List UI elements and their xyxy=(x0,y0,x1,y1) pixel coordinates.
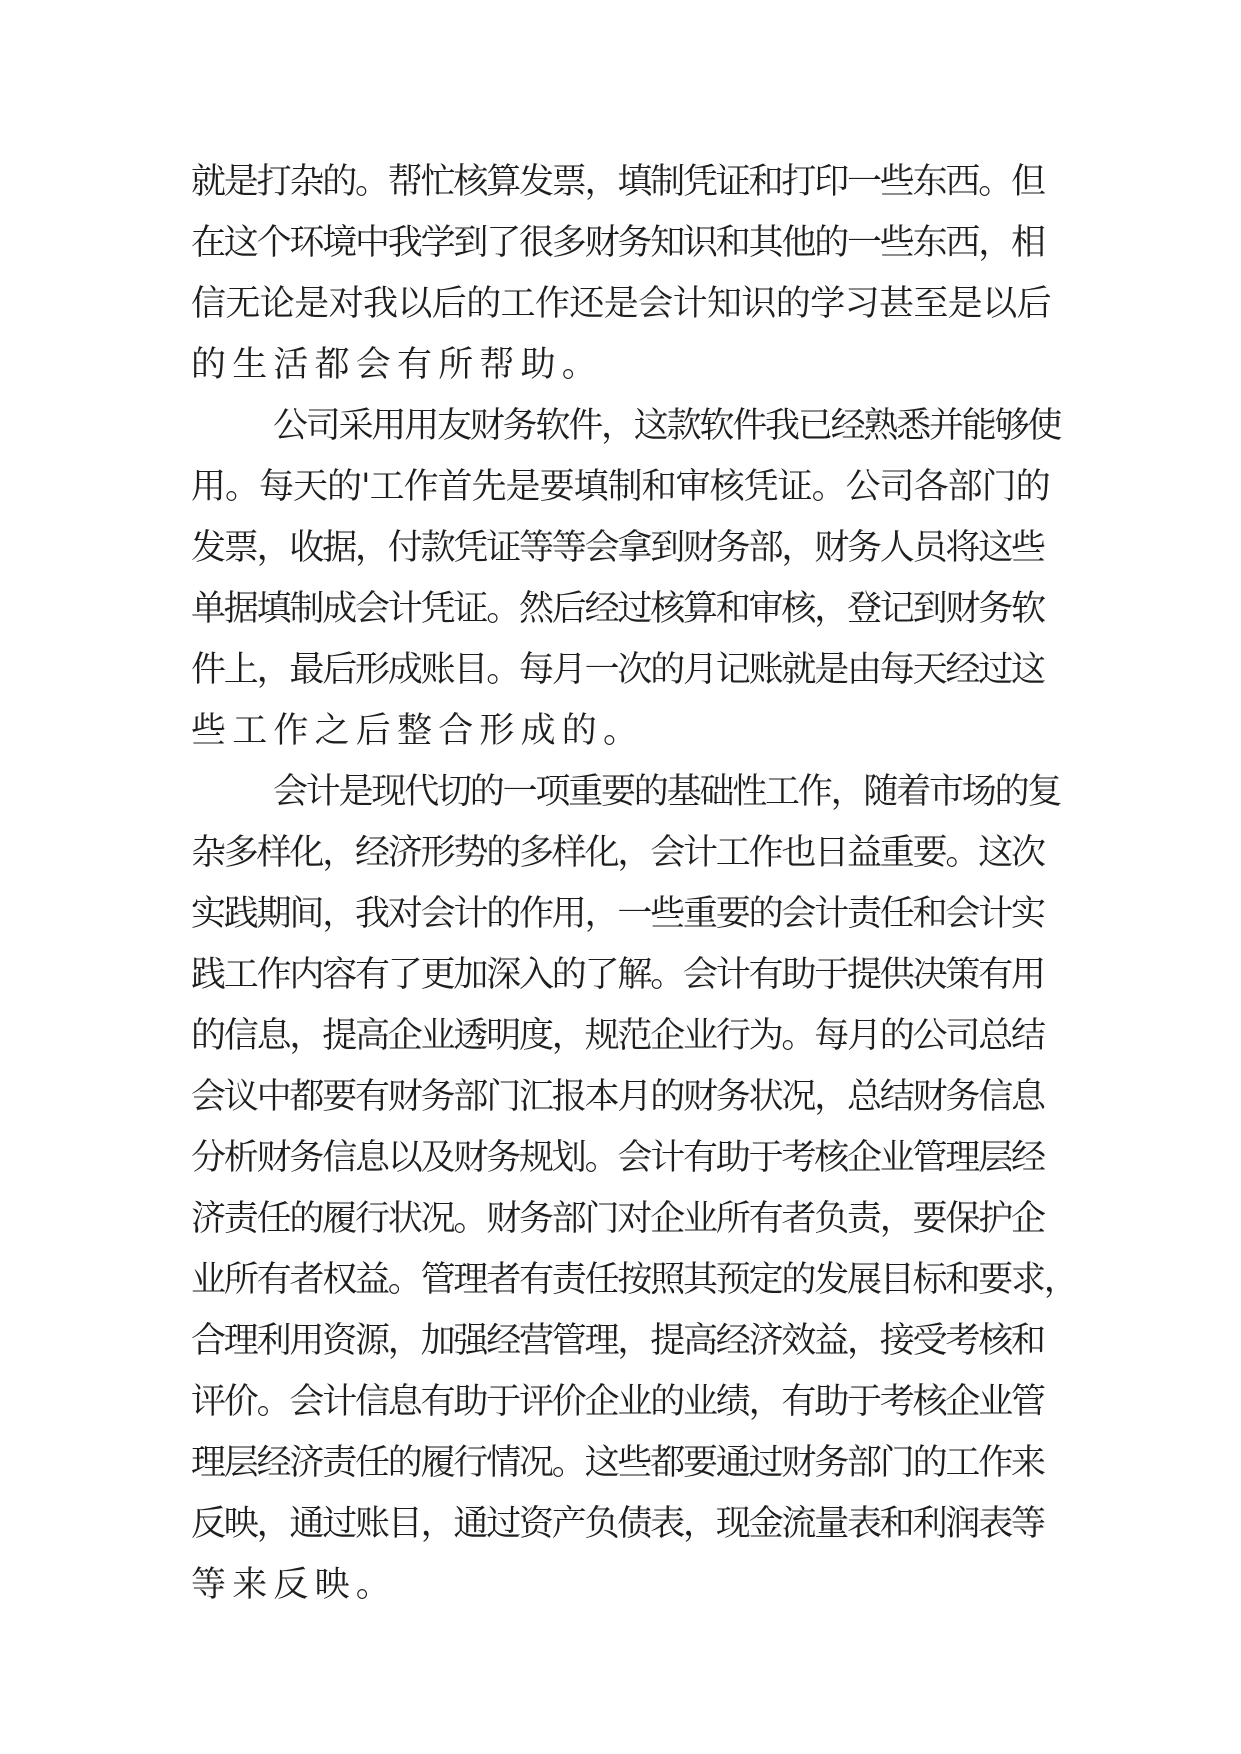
text-line: 会计是现代切的一项重要的基础性工作，随着市场的复 xyxy=(273,772,1061,812)
text-line: 信无论是对我以后的工作还是会计知识的学习甚至是以后 xyxy=(191,284,1052,324)
text-line: 些工作之后整合形成的。 xyxy=(191,711,645,751)
text-line: 济责任的履行状况。财务部门对企业所有者负责，要保护企 xyxy=(191,1199,1044,1239)
text-line: 在这个环境中我学到了很多财务知识和其他的一些东西，相 xyxy=(191,223,1044,263)
text-line: 反映，通过账目，通过资产负债表，现金流量表和利润表等 xyxy=(191,1504,1044,1544)
text-line: 理层经济责任的履行情况。这些都要通过财务部门的工作来 xyxy=(191,1443,1044,1483)
text-line: 的信息，提高企业透明度，规范企业行为。每月的公司总结 xyxy=(191,1016,1044,1056)
text-line: 分析财务信息以及财务规划。会计有助于考核企业管理层经 xyxy=(191,1138,1044,1178)
text-line: 发票，收据，付款凭证等等会拿到财务部，财务人员将这些 xyxy=(191,528,1044,568)
text-line: 评价。会计信息有助于评价企业的业绩，有助于考核企业管 xyxy=(191,1382,1044,1422)
text-line: 践工作内容有了更加深入的了解。会计有助于提供决策有用 xyxy=(191,955,1044,995)
text-line: 件上，最后形成账目。每月一次的月记账就是由每天经过这 xyxy=(191,650,1044,690)
text-line: 实践期间，我对会计的作用，一些重要的会计责任和会计实 xyxy=(191,894,1044,934)
text-line: 公司采用用友财务软件，这款软件我已经熟悉并能够使 xyxy=(273,406,1061,446)
text-line: 单据填制成会计凭证。然后经过核算和审核，登记到财务软 xyxy=(191,589,1044,629)
text-line: 杂多样化，经济形势的多样化，会计工作也日益重要。这次 xyxy=(191,833,1044,873)
text-line: 用。每天的'工作首先是要填制和审核凭证。公司各部门的 xyxy=(191,467,1050,507)
body-text xyxy=(191,152,1077,1616)
text-line: 会议中都要有财务部门汇报本月的财务状况，总结财务信息 xyxy=(191,1077,1044,1117)
text-line: 合理利用资源，加强经营管理，提高经济效益，接受考核和 xyxy=(191,1321,1044,1361)
text-line: 就是打杂的。帮忙核算发票，填制凭证和打印一些东西。但 xyxy=(191,162,1044,202)
text-line: 等来反映。 xyxy=(191,1565,398,1605)
text-line: 业所有者权益。管理者有责任按照其预定的发展目标和要求， xyxy=(191,1260,1077,1300)
text-line: 的生活都会有所帮助。 xyxy=(191,345,604,385)
